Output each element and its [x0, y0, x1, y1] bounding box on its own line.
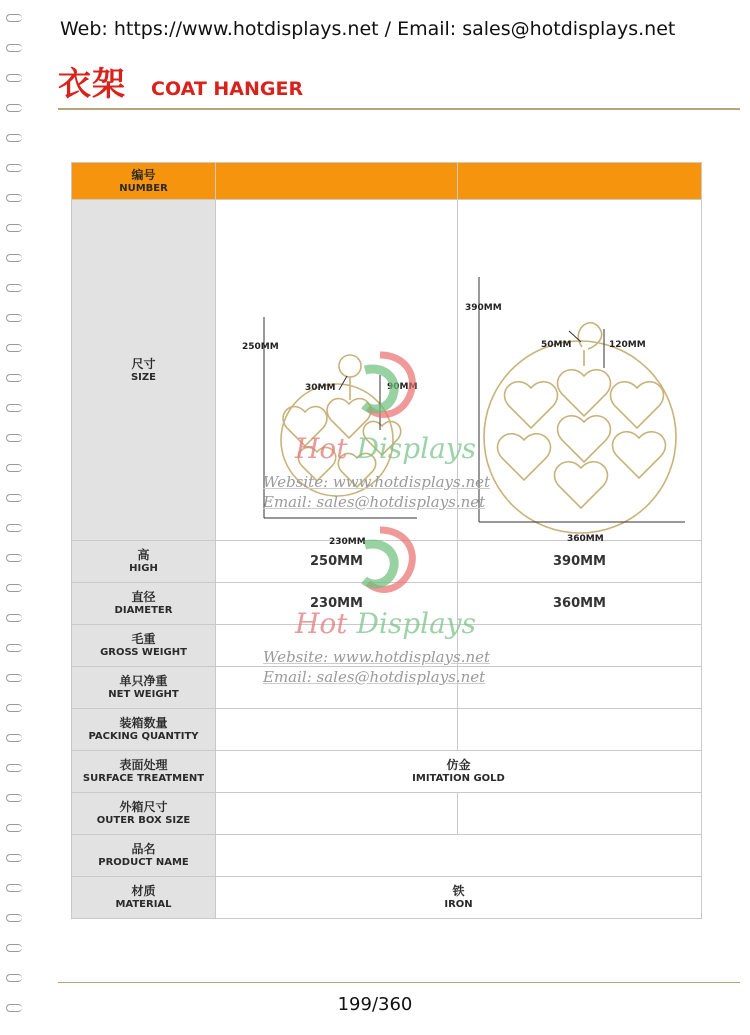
binding-ring — [6, 464, 22, 472]
large-hanger-drawing — [459, 200, 701, 544]
label-diameter: 直径 DIAMETER — [72, 583, 216, 625]
binding-ring — [6, 794, 22, 802]
header-rule — [58, 108, 740, 110]
watermark-brand: Hot Displays — [295, 432, 476, 465]
watermark-email: Email: sales@hotdisplays.net — [263, 668, 486, 686]
page-number: 199/360 — [337, 994, 413, 1015]
binding-ring — [6, 554, 22, 562]
binding-ring — [6, 164, 22, 172]
row-net-weight — [72, 667, 702, 709]
label-net-weight: 单只净重 NET WEIGHT — [72, 667, 216, 709]
label-number: 编号 NUMBER — [72, 163, 216, 200]
row-high — [72, 541, 702, 583]
row-gross-weight — [72, 625, 702, 667]
watermark-website: Website: www.hotdisplays.net — [263, 473, 491, 491]
binding-ring — [6, 104, 22, 112]
binding-ring — [6, 734, 22, 742]
binding-ring — [6, 194, 22, 202]
binding-ring — [6, 44, 22, 52]
binding-ring — [6, 914, 22, 922]
binding-ring — [6, 134, 22, 142]
title-english: COAT HANGER — [151, 78, 304, 100]
small-diameter-label: 230MM — [328, 537, 366, 547]
row-product-name — [72, 835, 702, 877]
footer-rule — [58, 982, 740, 983]
row-size — [72, 200, 702, 541]
surface-treatment-value: 仿金 IMITATION GOLD — [216, 751, 702, 793]
watermark-email: Email: sales@hotdisplays.net — [263, 493, 486, 511]
label-surface-treatment: 表面处理 SURFACE TREATMENT — [72, 751, 216, 793]
binding-ring — [6, 674, 22, 682]
spec-table — [71, 162, 702, 919]
label-high: 高 HIGH — [72, 541, 216, 583]
large-hook-width-label: 120MM — [608, 340, 646, 350]
binding-ring — [6, 524, 22, 532]
small-hook-label: 30MM — [304, 383, 335, 393]
row-number — [72, 163, 702, 200]
high-value-2: 390MM — [458, 541, 702, 583]
binding-ring — [6, 14, 22, 22]
material-value: 铁 IRON — [216, 877, 702, 919]
binding-ring — [6, 824, 22, 832]
binding-ring — [6, 704, 22, 712]
label-product-name: 品名 PRODUCT NAME — [72, 835, 216, 877]
label-gross-weight: 毛重 GROSS WEIGHT — [72, 625, 216, 667]
row-outer-box-size — [72, 793, 702, 835]
title-chinese: 衣架 — [58, 64, 126, 103]
diameter-value-1: 230MM — [216, 583, 458, 625]
binding-ring — [6, 944, 22, 952]
small-hook-width-label: 90MM — [386, 382, 417, 392]
spiral-binding — [0, 0, 30, 1035]
watermark-website: Website: www.hotdisplays.net — [263, 648, 491, 666]
row-material — [72, 877, 702, 919]
binding-ring — [6, 284, 22, 292]
large-hook-label: 50MM — [540, 340, 571, 350]
label-size: 尺寸 SIZE — [72, 200, 216, 541]
small-hanger-drawing — [217, 200, 457, 547]
binding-ring — [6, 884, 22, 892]
binding-ring — [6, 764, 22, 772]
binding-ring — [6, 314, 22, 322]
drawing-large-hanger-cell — [458, 200, 702, 544]
large-height-label: 390MM — [464, 303, 502, 313]
binding-ring — [6, 404, 22, 412]
binding-ring — [6, 74, 22, 82]
watermark-brand: Hot Displays — [295, 607, 476, 640]
binding-ring — [6, 494, 22, 502]
row-diameter — [72, 583, 702, 625]
binding-ring — [6, 224, 22, 232]
row-surface-treatment — [72, 751, 702, 793]
binding-ring — [6, 254, 22, 262]
binding-ring — [6, 344, 22, 352]
binding-ring — [6, 614, 22, 622]
small-height-label: 250MM — [241, 342, 279, 352]
high-value-1: 250MM — [216, 541, 458, 583]
binding-ring — [6, 584, 22, 592]
binding-ring — [6, 854, 22, 862]
large-diameter-label: 360MM — [566, 534, 604, 544]
drawing-small-hanger-cell — [216, 200, 458, 547]
label-material: 材质 MATERIAL — [72, 877, 216, 919]
binding-ring — [6, 974, 22, 982]
binding-ring — [6, 374, 22, 382]
diameter-value-2: 360MM — [458, 583, 702, 625]
label-packing-quantity: 装箱数量 PACKING QUANTITY — [72, 709, 216, 751]
label-outer-box-size: 外箱尺寸 OUTER BOX SIZE — [72, 793, 216, 835]
row-packing-quantity — [72, 709, 702, 751]
contact-header: Web: https://www.hotdisplays.net / Email: sales@hotdisplays.net — [60, 18, 676, 40]
binding-ring — [6, 434, 22, 442]
binding-ring — [6, 644, 22, 652]
